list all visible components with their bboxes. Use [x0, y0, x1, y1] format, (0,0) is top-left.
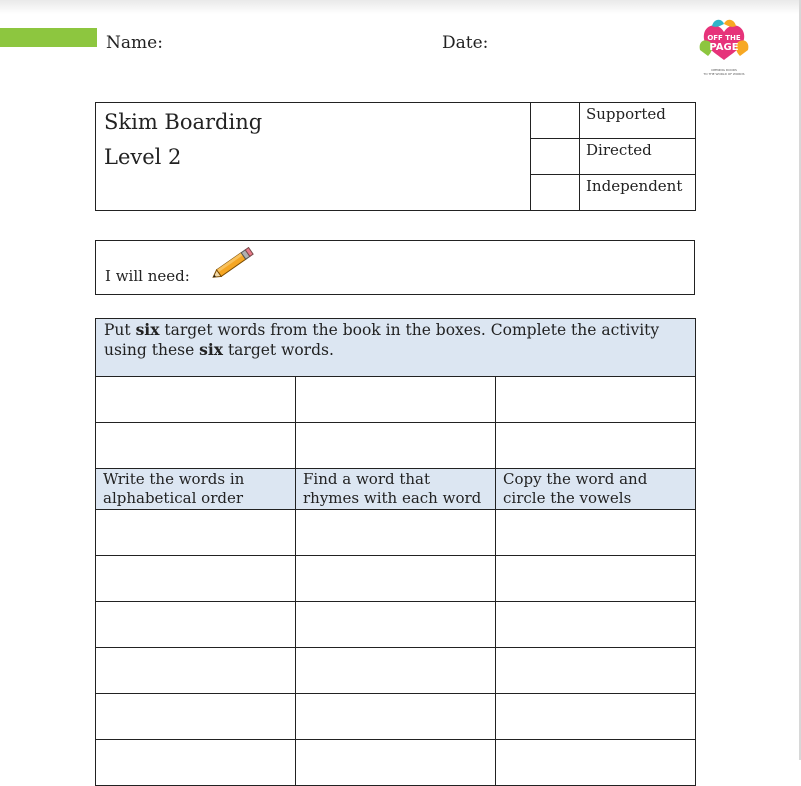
logo-tagline-line1: OPENING DOORS: [711, 68, 737, 72]
target-word-box-4[interactable]: [96, 423, 296, 469]
independent-checkbox[interactable]: [531, 175, 580, 211]
instruction-text-3: target words.: [223, 341, 334, 359]
target-word-box-6[interactable]: [496, 423, 696, 469]
column-header-vowels: Copy the word and circle the vowels: [496, 469, 696, 510]
directed-checkbox[interactable]: [531, 139, 580, 175]
target-word-box-1[interactable]: [96, 377, 296, 423]
column-header-rhymes: Find a word that rhymes with each word: [296, 469, 496, 510]
page-top-shadow: [0, 0, 801, 14]
answer-cell-alphabetical[interactable]: [96, 694, 296, 740]
pencil-icon: [208, 247, 256, 281]
logo-text-line2: PAGE: [709, 42, 739, 53]
date-label: Date:: [442, 33, 489, 53]
worksheet-level: Level 2: [104, 145, 182, 169]
answer-cell-vowels[interactable]: [496, 510, 696, 556]
instruction-bold-1: six: [135, 320, 160, 339]
supported-label: Supported: [580, 103, 696, 139]
worksheet-title: Skim Boarding: [104, 110, 263, 134]
answer-cell-rhymes[interactable]: [296, 556, 496, 602]
activity-instructions: [96, 319, 696, 377]
off-the-page-logo: [694, 16, 754, 80]
answer-cell-rhymes[interactable]: [296, 602, 496, 648]
name-label: Name:: [106, 33, 163, 53]
independent-label: Independent: [580, 175, 696, 211]
answer-cell-alphabetical[interactable]: [96, 740, 296, 786]
answer-cell-vowels[interactable]: [496, 740, 696, 786]
worksheet-title-cell: [96, 103, 531, 211]
supported-checkbox[interactable]: [531, 103, 580, 139]
directed-label: Directed: [580, 139, 696, 175]
instruction-bold-2: six: [199, 340, 224, 359]
answer-cell-rhymes[interactable]: [296, 510, 496, 556]
level-table: [95, 102, 696, 211]
logo-tagline-line2: TO THE WORLD OF WORDS: [703, 72, 745, 76]
answer-cell-alphabetical[interactable]: [96, 510, 296, 556]
instruction-text-2: target words from the book in the boxes. Complete the activity using these: [104, 321, 660, 359]
answer-cell-rhymes[interactable]: [296, 694, 496, 740]
answer-cell-vowels[interactable]: [496, 602, 696, 648]
accent-bar: [0, 28, 97, 47]
answer-cell-vowels[interactable]: [496, 694, 696, 740]
instruction-text-1: Put: [104, 321, 136, 339]
target-word-box-3[interactable]: [496, 377, 696, 423]
answer-cell-vowels[interactable]: [496, 556, 696, 602]
target-word-box-5[interactable]: [296, 423, 496, 469]
answer-cell-alphabetical[interactable]: [96, 648, 296, 694]
answer-cell-alphabetical[interactable]: [96, 602, 296, 648]
materials-box: [95, 240, 695, 295]
activity-table: [95, 318, 696, 786]
column-header-alphabetical: Write the words in alphabetical order: [96, 469, 296, 510]
logo-text-line1: OFF THE: [707, 34, 741, 42]
answer-cell-alphabetical[interactable]: [96, 556, 296, 602]
materials-label: I will need:: [105, 267, 190, 285]
answer-cell-rhymes[interactable]: [296, 648, 496, 694]
answer-cell-vowels[interactable]: [496, 648, 696, 694]
target-word-box-2[interactable]: [296, 377, 496, 423]
answer-cell-rhymes[interactable]: [296, 740, 496, 786]
